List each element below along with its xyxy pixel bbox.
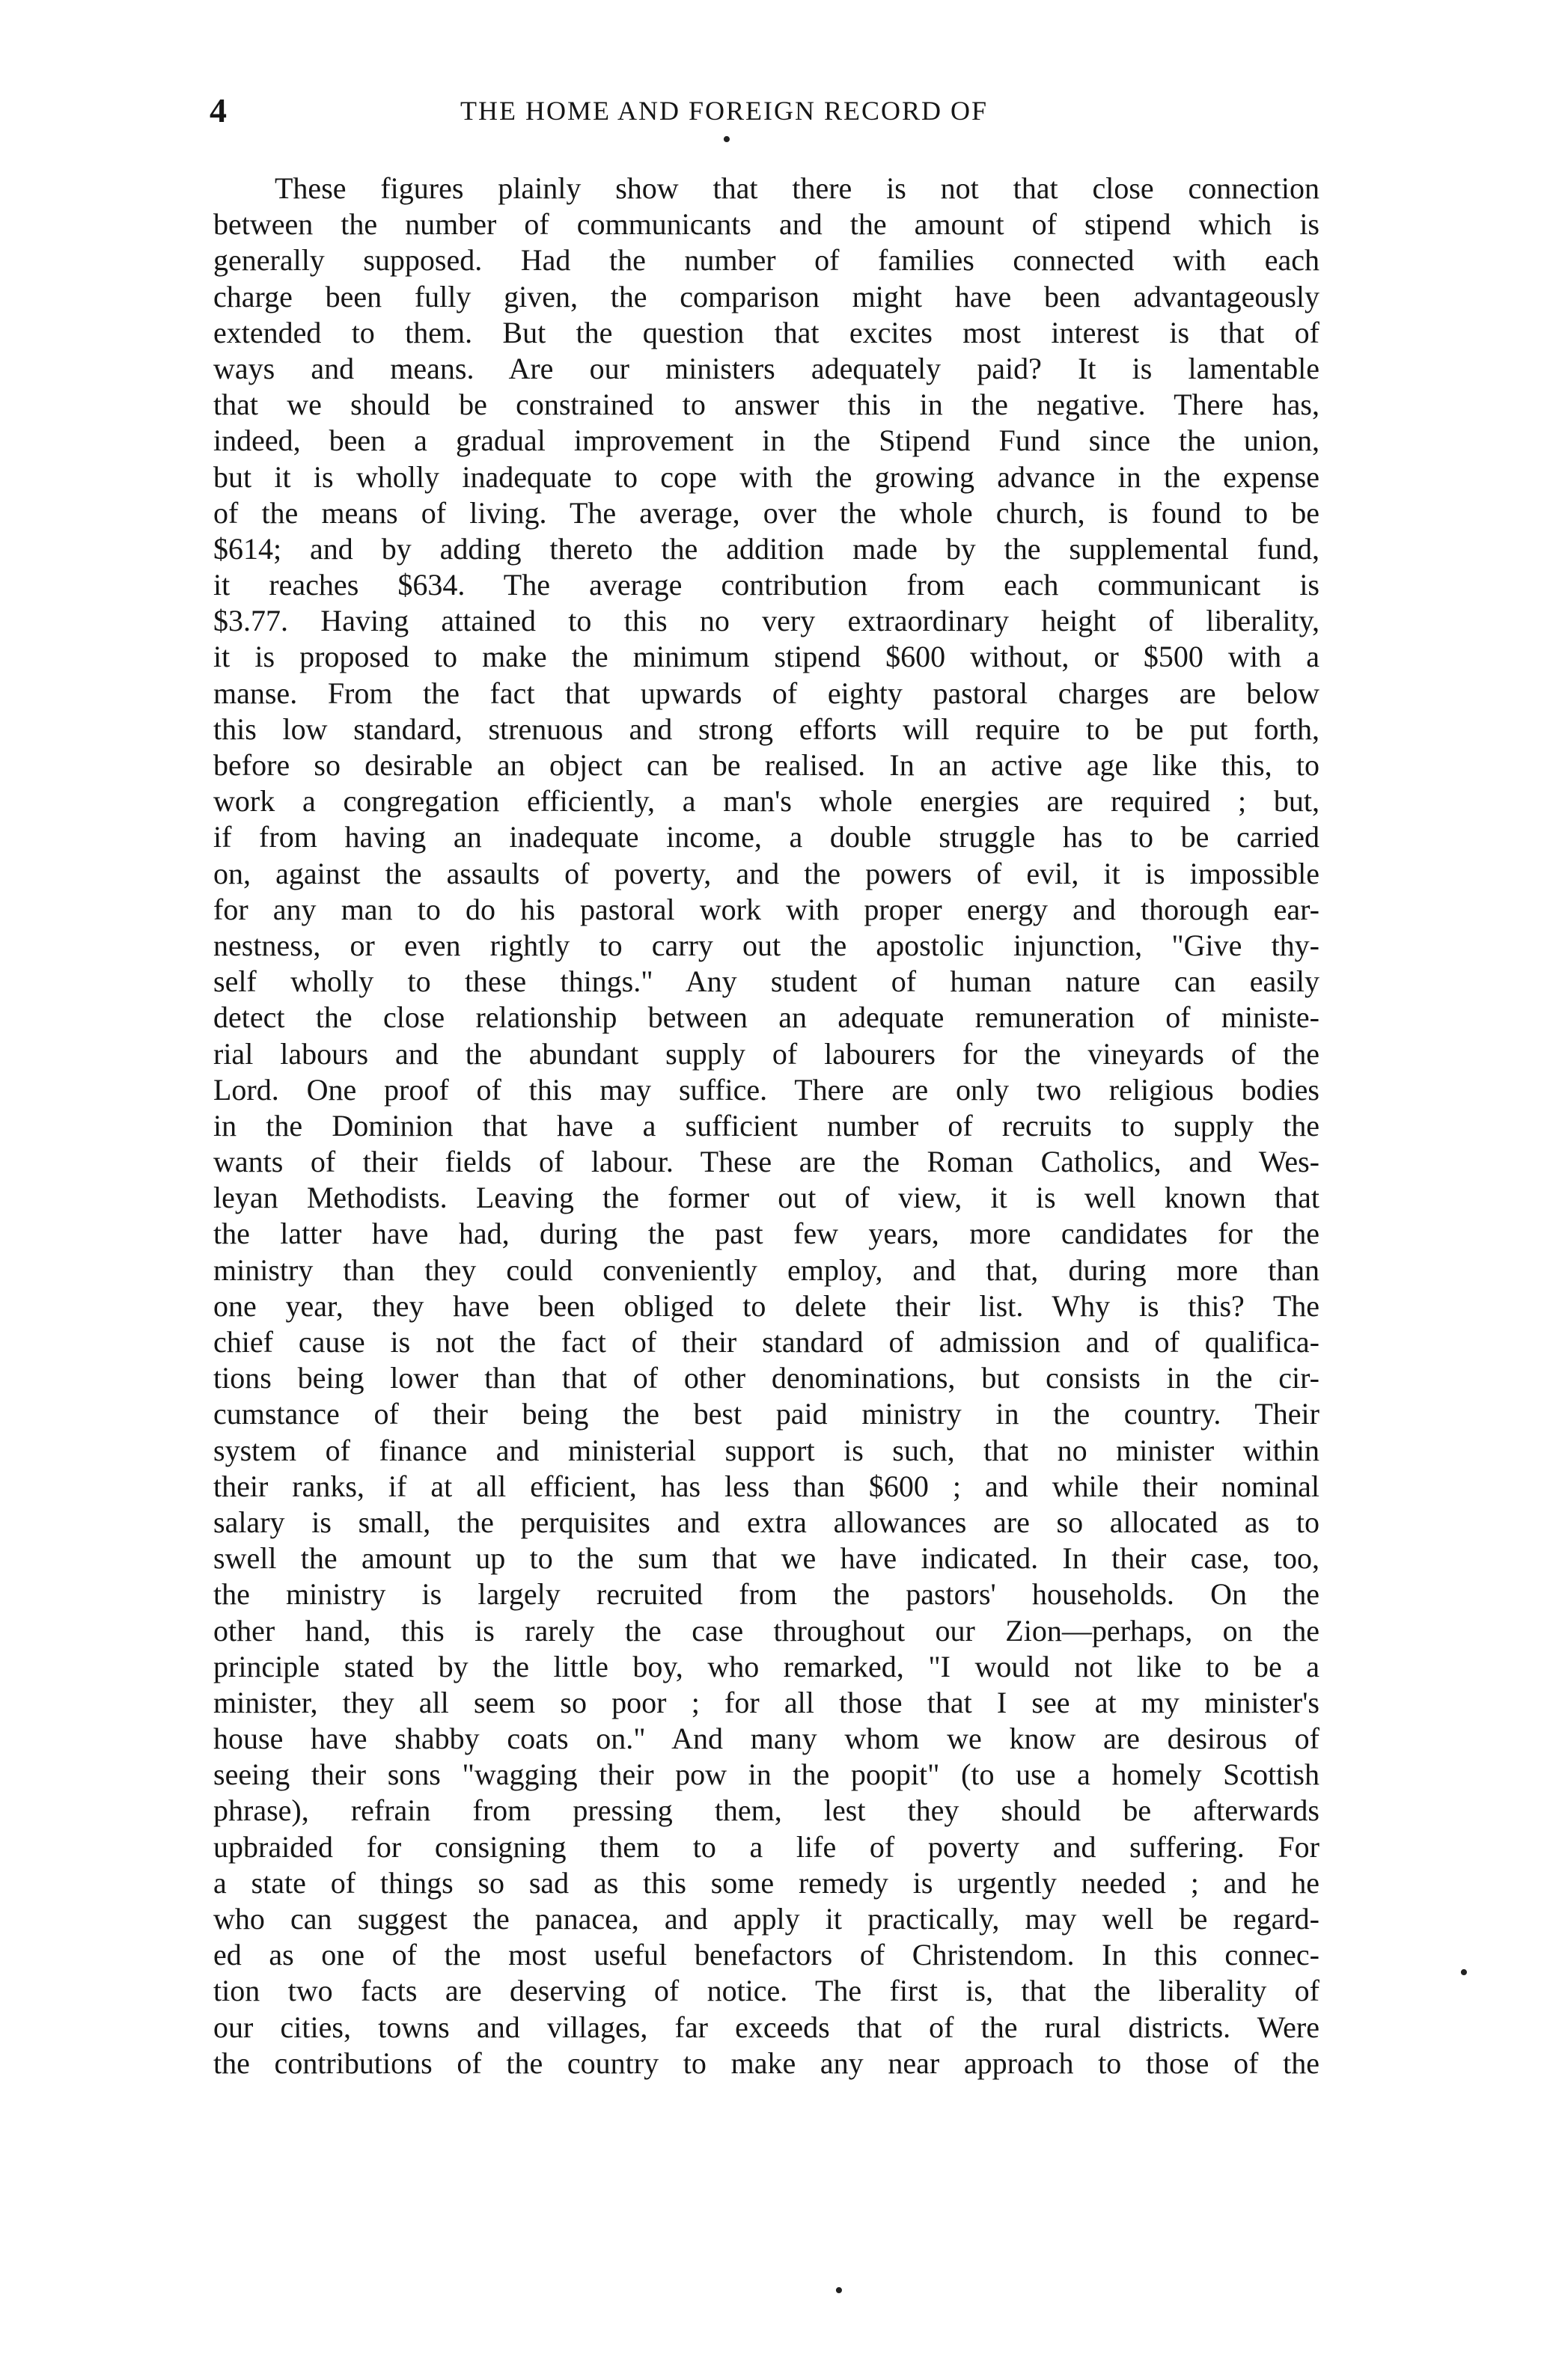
body-line: minister, they all seem so poor ; for all those that I see at my minister's [213,1685,1319,1719]
page-number: 4 [210,91,227,129]
body-line: $614; and by adding thereto the addition made by the supplemental fund, [213,531,1319,566]
top-dot-mark: • [722,126,731,153]
body-line: ways and means. Are our ministers adequately paid? It is lamentable [213,351,1319,385]
body-line: work a congregation efficiently, a man's whole energies are required ; but, [213,784,1319,819]
body-line: for any man to do his pastoral work with proper energy and thorough ear- [213,892,1319,926]
body-line: wants of their fields of labour. These are the Roman Catholics, and Wes- [213,1145,1319,1179]
body-line: one year, they have been obliged to delete their list. Why is this? The [213,1288,1319,1323]
body-line: system of finance and ministerial support is such, that no minister within [213,1433,1319,1467]
body-text [213,171,1319,2221]
body-line: the latter have had, during the past few years, more candidates for the [213,1217,1319,1251]
body-line: indeed, been a gradual improvement in the Stipend Fund since the union, [213,423,1319,458]
body-line: principle stated by the little boy, who remarked, "I would not like to be a [213,1649,1319,1683]
body-line: ed as one of the most useful benefactors of Christendom. In this connec- [213,1938,1319,1972]
body-line: in the Dominion that have a sufficient number of recruits to supply the [213,1108,1319,1142]
body-line: house have shabby coats on." And many whom we know are desirous of [213,1722,1319,1756]
running-title: THE HOME AND FOREIGN RECORD OF [460,96,989,126]
body-line: the ministry is largely recruited from the pastors' households. On the [213,1577,1319,1612]
body-line: self wholly to these things." Any student of human nature can easily [213,964,1319,999]
body-line: generally supposed. Had the number of families connected with each [213,243,1319,278]
body-line: salary is small, the perquisites and extra allowances are so allocated as to [213,1505,1319,1539]
body-line: their ranks, if at all efficient, has less than $600 ; and while their nominal [213,1469,1319,1503]
body-line: leyan Methodists. Leaving the former out of view, it is well known that [213,1181,1319,1215]
body-line: chief cause is not the fact of their standard of admission and of qualifica- [213,1325,1319,1359]
body-line: upbraided for consigning them to a life of poverty and suffering. For [213,1829,1319,1864]
body-line: nestness, or even rightly to carry out the apostolic injunction, "Give thy- [213,928,1319,962]
body-line: $3.77. Having attained to this no very extraordinary height of liberality, [213,604,1319,638]
body-line: charge been fully given, the comparison might have been advantageously [213,279,1319,313]
body-line: a state of things so sad as this some remedy is urgently needed ; and he [213,1865,1319,1900]
body-line: Lord. One proof of this may suffice. There are only two religious bodies [213,1072,1319,1107]
body-line: extended to them. But the question that excites most interest is that of [213,315,1319,349]
body-line: if from having an inadequate income, a double struggle has to be carried [213,820,1319,854]
body-line: between the number of communicants and the amount of stipend which is [213,207,1319,242]
body-line: swell the amount up to the sum that we have indicated. In their case, too, [213,1541,1319,1576]
body-line: detect the close relationship between an adequate remuneration of ministe- [213,1000,1319,1035]
body-line: tion two facts are deserving of notice. The first is, that the liberality of [213,1974,1319,2008]
body-line: that we should be constrained to answer this in the negative. There has, [213,388,1319,422]
body-line: our cities, towns and villages, far exceeds that of the rural districts. Were [213,2010,1319,2044]
body-line: other hand, this is rarely the case throughout our Zion—perhaps, on the [213,1613,1319,1648]
body-line: before so desirable an object can be realised. In an active age like this, to [213,748,1319,782]
body-line: it is proposed to make the minimum stipend $600 without, or $500 with a [213,640,1319,674]
body-line: cumstance of their being the best paid ministry in the country. Their [213,1397,1319,1431]
right-dot-mark: • [1459,1959,1468,1986]
body-line: of the means of living. The average, over the whole church, is found to be [213,495,1319,530]
body-line: tions being lower than that of other denominations, but consists in the cir- [213,1361,1319,1395]
body-line: phrase), refrain from pressing them, lest they should be afterwards [213,1793,1319,1828]
body-line: but it is wholly inadequate to cope with the growing advance in the expense [213,459,1319,494]
body-line: who can suggest the panacea, and apply it practically, may well be regard- [213,1902,1319,1936]
body-line: on, against the assaults of poverty, and the powers of evil, it is impossible [213,856,1319,890]
body-line: this low standard, strenuous and strong efforts will require to be put forth, [213,712,1319,746]
bottom-dot-mark: • [835,2277,843,2304]
body-line: the contributions of the country to make any near approach to those of the [213,2046,1319,2080]
body-line: rial labours and the abundant supply of labourers for the vineyards of the [213,1036,1319,1071]
body-line: manse. From the fact that upwards of eighty pastoral charges are below [213,676,1319,710]
body-line: it reaches $634. The average contribution from each communicant is [213,568,1319,602]
body-line: ministry than they could conveniently employ, and that, during more than [213,1252,1319,1287]
body-line: seeing their sons "wagging their pow in the poopit" (to use a homely Scottish [213,1758,1319,1792]
running-head [210,88,1332,148]
body-line: These figures plainly show that there is not that close connection [275,171,1319,205]
